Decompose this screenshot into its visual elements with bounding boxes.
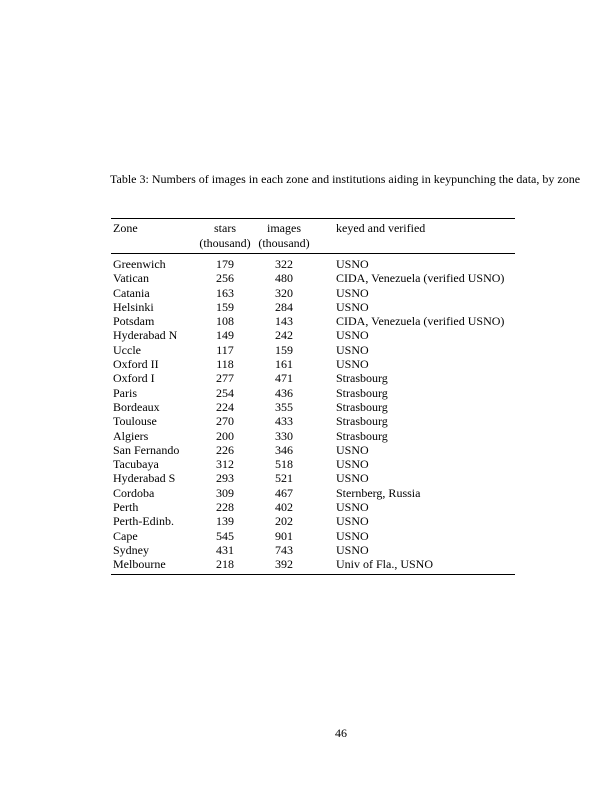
images-cell: 480 — [275, 271, 293, 286]
images-cell: 436 — [275, 385, 293, 400]
images-cell: 433 — [275, 414, 293, 429]
keyed-cell: Sternberg, Russia — [336, 485, 421, 500]
keyed-cell: USNO — [336, 257, 369, 271]
table-row — [111, 314, 515, 328]
table-row — [111, 343, 515, 357]
zone-cell: Algiers — [113, 428, 149, 443]
stars-cell: 149 — [216, 328, 234, 343]
keyed-cell: USNO — [336, 542, 369, 557]
stars-cell: 254 — [216, 385, 234, 400]
zone-cell: Sydney — [113, 542, 149, 557]
keyed-cell: Strasbourg — [336, 414, 388, 429]
stars-cell: 139 — [216, 514, 234, 529]
page-number: 46 — [335, 726, 347, 740]
images-cell: 471 — [275, 371, 293, 386]
table-row — [111, 400, 515, 414]
column-header-stars — [195, 221, 255, 250]
column-header-images-line2: (thousand) — [258, 235, 310, 250]
column-header-images-line1: images — [267, 221, 301, 235]
stars-cell: 270 — [216, 414, 234, 429]
stars-cell: 179 — [216, 257, 234, 271]
keyed-cell: Strasbourg — [336, 385, 388, 400]
images-cell: 202 — [275, 514, 293, 529]
table-row — [111, 328, 515, 342]
stars-cell: 226 — [216, 442, 234, 457]
table-row — [111, 286, 515, 300]
images-cell: 901 — [275, 528, 293, 543]
table-caption: Table 3: Numbers of images in each zone and institutions aiding in keypunching the data, by zone — [110, 172, 581, 186]
images-cell: 743 — [275, 542, 293, 557]
keyed-cell: USNO — [336, 442, 369, 457]
table-body — [111, 254, 515, 574]
images-cell: 242 — [275, 328, 293, 343]
stars-cell: 293 — [216, 471, 234, 486]
images-cell: 161 — [275, 357, 293, 372]
zone-cell: Bordeaux — [113, 399, 160, 414]
zone-cell: Hyderabad S — [113, 471, 176, 486]
table-row — [111, 543, 515, 557]
zone-cell: Helsinki — [113, 299, 154, 314]
keyed-cell: USNO — [336, 514, 369, 529]
zone-cell: San Fernando — [113, 442, 180, 457]
keyed-cell: USNO — [336, 457, 369, 472]
zone-cell: Cape — [113, 528, 138, 543]
zone-cell: Tacubaya — [113, 457, 159, 472]
stars-cell: 224 — [216, 399, 234, 414]
table-row — [111, 471, 515, 485]
keyed-cell: USNO — [336, 328, 369, 343]
table-row — [111, 457, 515, 471]
stars-cell: 228 — [216, 500, 234, 515]
keyed-cell: Strasbourg — [336, 428, 388, 443]
images-cell: 402 — [275, 500, 293, 515]
stars-cell: 159 — [216, 299, 234, 314]
zone-cell: Perth — [113, 500, 139, 515]
keyed-cell: USNO — [336, 285, 369, 300]
zone-cell: Paris — [113, 385, 137, 400]
table-row — [111, 300, 515, 314]
table-row — [111, 486, 515, 500]
zone-cell: Potsdam — [113, 314, 155, 329]
table-row — [111, 429, 515, 443]
images-cell: 284 — [275, 299, 293, 314]
stars-cell: 200 — [216, 428, 234, 443]
table-bottom-rule — [111, 574, 515, 575]
zone-cell: Perth-Edinb. — [113, 514, 174, 529]
zone-cell: Cordoba — [113, 485, 155, 500]
column-header-images — [255, 221, 313, 250]
images-cell: 320 — [275, 285, 293, 300]
stars-cell: 256 — [216, 271, 234, 286]
stars-cell: 431 — [216, 542, 234, 557]
stars-cell: 118 — [216, 357, 234, 372]
table-row — [111, 500, 515, 514]
images-cell: 330 — [275, 428, 293, 443]
stars-cell: 108 — [216, 314, 234, 329]
table-row — [111, 371, 515, 385]
stars-cell: 312 — [216, 457, 234, 472]
table-header-row — [111, 219, 515, 253]
zone-cell: Vatican — [113, 271, 149, 286]
keyed-cell: USNO — [336, 299, 369, 314]
images-cell: 521 — [275, 471, 293, 486]
keyed-cell: USNO — [336, 357, 369, 372]
zone-cell: Hyderabad N — [113, 328, 178, 343]
stars-cell: 277 — [216, 371, 234, 386]
column-header-stars-line2: (thousand) — [199, 235, 251, 250]
table-row — [111, 271, 515, 285]
images-cell: 467 — [275, 485, 293, 500]
table-row — [111, 357, 515, 371]
keyed-cell: USNO — [336, 471, 369, 486]
keyed-cell: CIDA, Venezuela (verified USNO) — [336, 271, 505, 286]
stars-cell: 163 — [216, 285, 234, 300]
zone-cell: Catania — [113, 285, 150, 300]
table-row — [111, 443, 515, 457]
table-row — [111, 529, 515, 543]
images-cell: 355 — [275, 399, 293, 414]
table-row — [111, 414, 515, 428]
table-row — [111, 557, 515, 571]
column-header-keyed: keyed and verified — [336, 221, 426, 235]
keyed-cell: CIDA, Venezuela (verified USNO) — [336, 314, 505, 329]
zone-cell: Toulouse — [113, 414, 157, 429]
stars-cell: 309 — [216, 485, 234, 500]
column-header-zone: Zone — [113, 221, 138, 235]
zone-cell: Oxford II — [113, 357, 159, 372]
images-cell: 518 — [275, 457, 293, 472]
images-cell: 159 — [275, 342, 293, 357]
table-row — [111, 514, 515, 528]
images-cell: 322 — [275, 257, 293, 271]
table-row — [111, 386, 515, 400]
table-row — [111, 257, 515, 271]
zone-cell: Oxford I — [113, 371, 155, 386]
images-cell: 346 — [275, 442, 293, 457]
zone-cell: Melbourne — [113, 557, 166, 572]
keyed-cell: USNO — [336, 500, 369, 515]
keyed-cell: Strasbourg — [336, 399, 388, 414]
stars-cell: 117 — [216, 342, 234, 357]
stars-cell: 545 — [216, 528, 234, 543]
keyed-cell: Univ of Fla., USNO — [336, 557, 434, 572]
stars-cell: 218 — [216, 557, 234, 572]
images-cell: 392 — [275, 557, 293, 572]
zone-cell: Greenwich — [113, 257, 166, 271]
keyed-cell: Strasbourg — [336, 371, 388, 386]
keyed-cell: USNO — [336, 342, 369, 357]
images-cell: 143 — [275, 314, 293, 329]
column-header-stars-line1: stars — [214, 221, 236, 235]
zone-cell: Uccle — [113, 342, 141, 357]
data-table — [111, 218, 515, 575]
keyed-cell: USNO — [336, 528, 369, 543]
